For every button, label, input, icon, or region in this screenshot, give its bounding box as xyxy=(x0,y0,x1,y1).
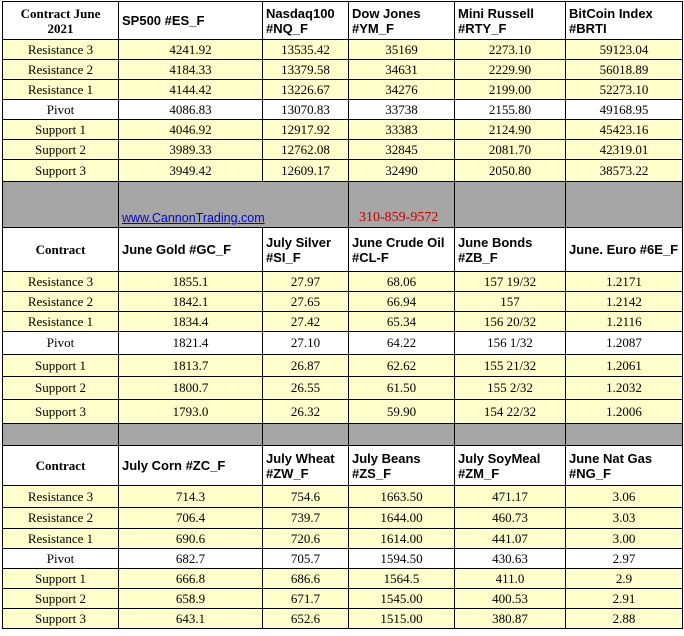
level-value: 1793.0 xyxy=(119,400,263,424)
level-value: 66.94 xyxy=(349,292,455,312)
contact-banner-row xyxy=(3,182,683,228)
level-value: 27.42 xyxy=(263,312,349,332)
level-value: 1855.1 xyxy=(119,272,263,292)
level-label: Resistance 2 xyxy=(3,60,119,80)
level-value: 155 2/32 xyxy=(455,377,566,400)
level-value: 705.7 xyxy=(263,549,349,569)
level-value: 45423.16 xyxy=(566,120,683,140)
website-link[interactable]: www.CannonTrading.com xyxy=(122,211,265,225)
section-header-row xyxy=(3,228,683,272)
column-header: Mini Russell #RTY_F xyxy=(455,2,566,40)
level-value: 13379.58 xyxy=(263,60,349,80)
level-value: 380.87 xyxy=(455,609,566,629)
column-header: Nasdaq100 #NQ_F xyxy=(263,2,349,40)
level-value: 34276 xyxy=(349,80,455,100)
level-value: 2155.80 xyxy=(455,100,566,120)
table-row xyxy=(3,529,683,549)
column-header: July Wheat #ZW_F xyxy=(263,446,349,486)
table-row xyxy=(3,377,683,400)
table-row xyxy=(3,400,683,424)
level-value: 1821.4 xyxy=(119,332,263,355)
banner-spacer xyxy=(3,182,119,228)
level-value: 3.00 xyxy=(566,529,683,549)
table-row xyxy=(3,569,683,589)
level-value: 61.50 xyxy=(349,377,455,400)
level-value: 56018.89 xyxy=(566,60,683,80)
level-value: 2199.00 xyxy=(455,80,566,100)
level-value: 33383 xyxy=(349,120,455,140)
pivot-levels-table xyxy=(2,1,683,629)
level-label: Resistance 2 xyxy=(3,292,119,312)
level-value: 4241.92 xyxy=(119,40,263,60)
level-value: 666.8 xyxy=(119,569,263,589)
level-value: 26.32 xyxy=(263,400,349,424)
column-header: July Silver #SI_F xyxy=(263,228,349,272)
column-header: BitCoin Index #BRTI xyxy=(566,2,683,40)
table-row xyxy=(3,40,683,60)
level-value: 706.4 xyxy=(119,508,263,529)
table-row xyxy=(3,292,683,312)
level-value: 1663.50 xyxy=(349,486,455,508)
level-value: 12609.17 xyxy=(263,160,349,182)
column-header: SP500 #ES_F xyxy=(119,2,263,40)
level-value: 59.90 xyxy=(349,400,455,424)
level-value: 4086.83 xyxy=(119,100,263,120)
level-value: 754.6 xyxy=(263,486,349,508)
level-value: 1.2006 xyxy=(566,400,683,424)
level-value: 1515.00 xyxy=(349,609,455,629)
level-label: Support 3 xyxy=(3,400,119,424)
level-value: 2273.10 xyxy=(455,40,566,60)
level-value: 671.7 xyxy=(263,589,349,609)
level-value: 2081.70 xyxy=(455,140,566,160)
level-value: 13070.83 xyxy=(263,100,349,120)
banner-spacer xyxy=(566,182,683,228)
level-value: 2.91 xyxy=(566,589,683,609)
level-value: 1545.00 xyxy=(349,589,455,609)
level-value: 1.2032 xyxy=(566,377,683,400)
level-label: Support 1 xyxy=(3,569,119,589)
level-value: 34631 xyxy=(349,60,455,80)
table-row xyxy=(3,140,683,160)
separator-cell xyxy=(455,424,566,446)
level-value: 1644.00 xyxy=(349,508,455,529)
level-value: 1.2116 xyxy=(566,312,683,332)
level-value: 12762.08 xyxy=(263,140,349,160)
level-value: 155 21/32 xyxy=(455,355,566,377)
level-label: Support 3 xyxy=(3,160,119,182)
level-value: 4046.92 xyxy=(119,120,263,140)
level-value: 27.10 xyxy=(263,332,349,355)
level-value: 68.06 xyxy=(349,272,455,292)
level-value: 652.6 xyxy=(263,609,349,629)
separator-cell xyxy=(3,424,119,446)
level-value: 739.7 xyxy=(263,508,349,529)
level-label: Resistance 1 xyxy=(3,312,119,332)
column-header: June Bonds #ZB_F xyxy=(455,228,566,272)
column-header: July Beans #ZS_F xyxy=(349,446,455,486)
level-value: 1.2171 xyxy=(566,272,683,292)
level-value: 643.1 xyxy=(119,609,263,629)
level-value: 1564.5 xyxy=(349,569,455,589)
separator-row xyxy=(3,424,683,446)
level-value: 460.73 xyxy=(455,508,566,529)
separator-cell xyxy=(566,424,683,446)
level-value: 154 22/32 xyxy=(455,400,566,424)
banner-phone-cell xyxy=(349,182,455,228)
level-value: 1800.7 xyxy=(119,377,263,400)
table-row xyxy=(3,120,683,140)
level-label: Pivot xyxy=(3,549,119,569)
level-value: 3989.33 xyxy=(119,140,263,160)
table-row xyxy=(3,355,683,377)
level-value: 2050.80 xyxy=(455,160,566,182)
level-value: 1813.7 xyxy=(119,355,263,377)
table-row xyxy=(3,549,683,569)
table-row xyxy=(3,272,683,292)
level-value: 2.97 xyxy=(566,549,683,569)
level-label: Support 2 xyxy=(3,140,119,160)
level-value: 1.2087 xyxy=(566,332,683,355)
column-header: June Gold #GC_F xyxy=(119,228,263,272)
table-row xyxy=(3,609,683,629)
level-value: 430.63 xyxy=(455,549,566,569)
separator-cell xyxy=(263,424,349,446)
table-row xyxy=(3,160,683,182)
column-header: June Crude Oil #CL-F xyxy=(349,228,455,272)
column-header: June Nat Gas #NG_F xyxy=(566,446,683,486)
level-value: 65.34 xyxy=(349,312,455,332)
level-label: Support 3 xyxy=(3,609,119,629)
level-value: 13226.67 xyxy=(263,80,349,100)
contract-header: Contract June 2021 xyxy=(3,2,119,40)
column-header: Dow Jones #YM_F xyxy=(349,2,455,40)
contract-header: Contract xyxy=(3,228,119,272)
level-value: 157 19/32 xyxy=(455,272,566,292)
level-value: 3.06 xyxy=(566,486,683,508)
level-value: 157 xyxy=(455,292,566,312)
level-value: 32845 xyxy=(349,140,455,160)
level-value: 471.17 xyxy=(455,486,566,508)
separator-cell xyxy=(349,424,455,446)
level-value: 62.62 xyxy=(349,355,455,377)
level-value: 49168.95 xyxy=(566,100,683,120)
table-row xyxy=(3,60,683,80)
column-header: July Corn #ZC_F xyxy=(119,446,263,486)
level-value: 13535.42 xyxy=(263,40,349,60)
level-value: 4184.33 xyxy=(119,60,263,80)
level-label: Pivot xyxy=(3,332,119,355)
level-value: 2124.90 xyxy=(455,120,566,140)
level-value: 35169 xyxy=(349,40,455,60)
level-value: 400.53 xyxy=(455,589,566,609)
level-value: 27.97 xyxy=(263,272,349,292)
table-row xyxy=(3,589,683,609)
level-value: 1.2061 xyxy=(566,355,683,377)
table-row xyxy=(3,100,683,120)
level-value: 714.3 xyxy=(119,486,263,508)
level-value: 3.03 xyxy=(566,508,683,529)
level-value: 441.07 xyxy=(455,529,566,549)
level-value: 682.7 xyxy=(119,549,263,569)
table-row xyxy=(3,486,683,508)
level-value: 32490 xyxy=(349,160,455,182)
level-value: 38573.22 xyxy=(566,160,683,182)
level-value: 26.55 xyxy=(263,377,349,400)
level-value: 720.6 xyxy=(263,529,349,549)
level-label: Resistance 2 xyxy=(3,508,119,529)
level-value: 27.65 xyxy=(263,292,349,312)
level-label: Support 1 xyxy=(3,120,119,140)
level-value: 1842.1 xyxy=(119,292,263,312)
table-row xyxy=(3,508,683,529)
level-value: 411.0 xyxy=(455,569,566,589)
level-label: Resistance 1 xyxy=(3,529,119,549)
level-label: Resistance 1 xyxy=(3,80,119,100)
level-label: Resistance 3 xyxy=(3,272,119,292)
level-value: 59123.04 xyxy=(566,40,683,60)
section-header-row xyxy=(3,2,683,40)
banner-spacer xyxy=(455,182,566,228)
level-value: 658.9 xyxy=(119,589,263,609)
level-value: 1594.50 xyxy=(349,549,455,569)
level-value: 33738 xyxy=(349,100,455,120)
level-value: 1.2142 xyxy=(566,292,683,312)
section-header-row xyxy=(3,446,683,486)
pivot-levels-body xyxy=(3,2,683,629)
level-value: 156 20/32 xyxy=(455,312,566,332)
level-label: Support 1 xyxy=(3,355,119,377)
level-value: 1834.4 xyxy=(119,312,263,332)
table-row xyxy=(3,332,683,355)
table-row xyxy=(3,80,683,100)
separator-cell xyxy=(119,424,263,446)
column-header: June. Euro #6E_F xyxy=(566,228,683,272)
level-value: 26.87 xyxy=(263,355,349,377)
level-value: 156 1/32 xyxy=(455,332,566,355)
level-value: 4144.42 xyxy=(119,80,263,100)
level-value: 690.6 xyxy=(119,529,263,549)
level-value: 686.6 xyxy=(263,569,349,589)
column-header: July SoyMeal #ZM_F xyxy=(455,446,566,486)
level-value: 1614.00 xyxy=(349,529,455,549)
level-value: 3949.42 xyxy=(119,160,263,182)
level-value: 64.22 xyxy=(349,332,455,355)
level-value: 12917.92 xyxy=(263,120,349,140)
level-label: Resistance 3 xyxy=(3,40,119,60)
banner-link-cell xyxy=(119,182,349,228)
table-row xyxy=(3,312,683,332)
level-label: Support 2 xyxy=(3,589,119,609)
level-label: Support 2 xyxy=(3,377,119,400)
level-value: 52273.10 xyxy=(566,80,683,100)
level-value: 42319.01 xyxy=(566,140,683,160)
level-value: 2.9 xyxy=(566,569,683,589)
level-label: Resistance 3 xyxy=(3,486,119,508)
level-label: Pivot xyxy=(3,100,119,120)
contract-header: Contract xyxy=(3,446,119,486)
phone-number: 310-859-9572 xyxy=(359,210,439,225)
level-value: 2229.90 xyxy=(455,60,566,80)
level-value: 2.88 xyxy=(566,609,683,629)
